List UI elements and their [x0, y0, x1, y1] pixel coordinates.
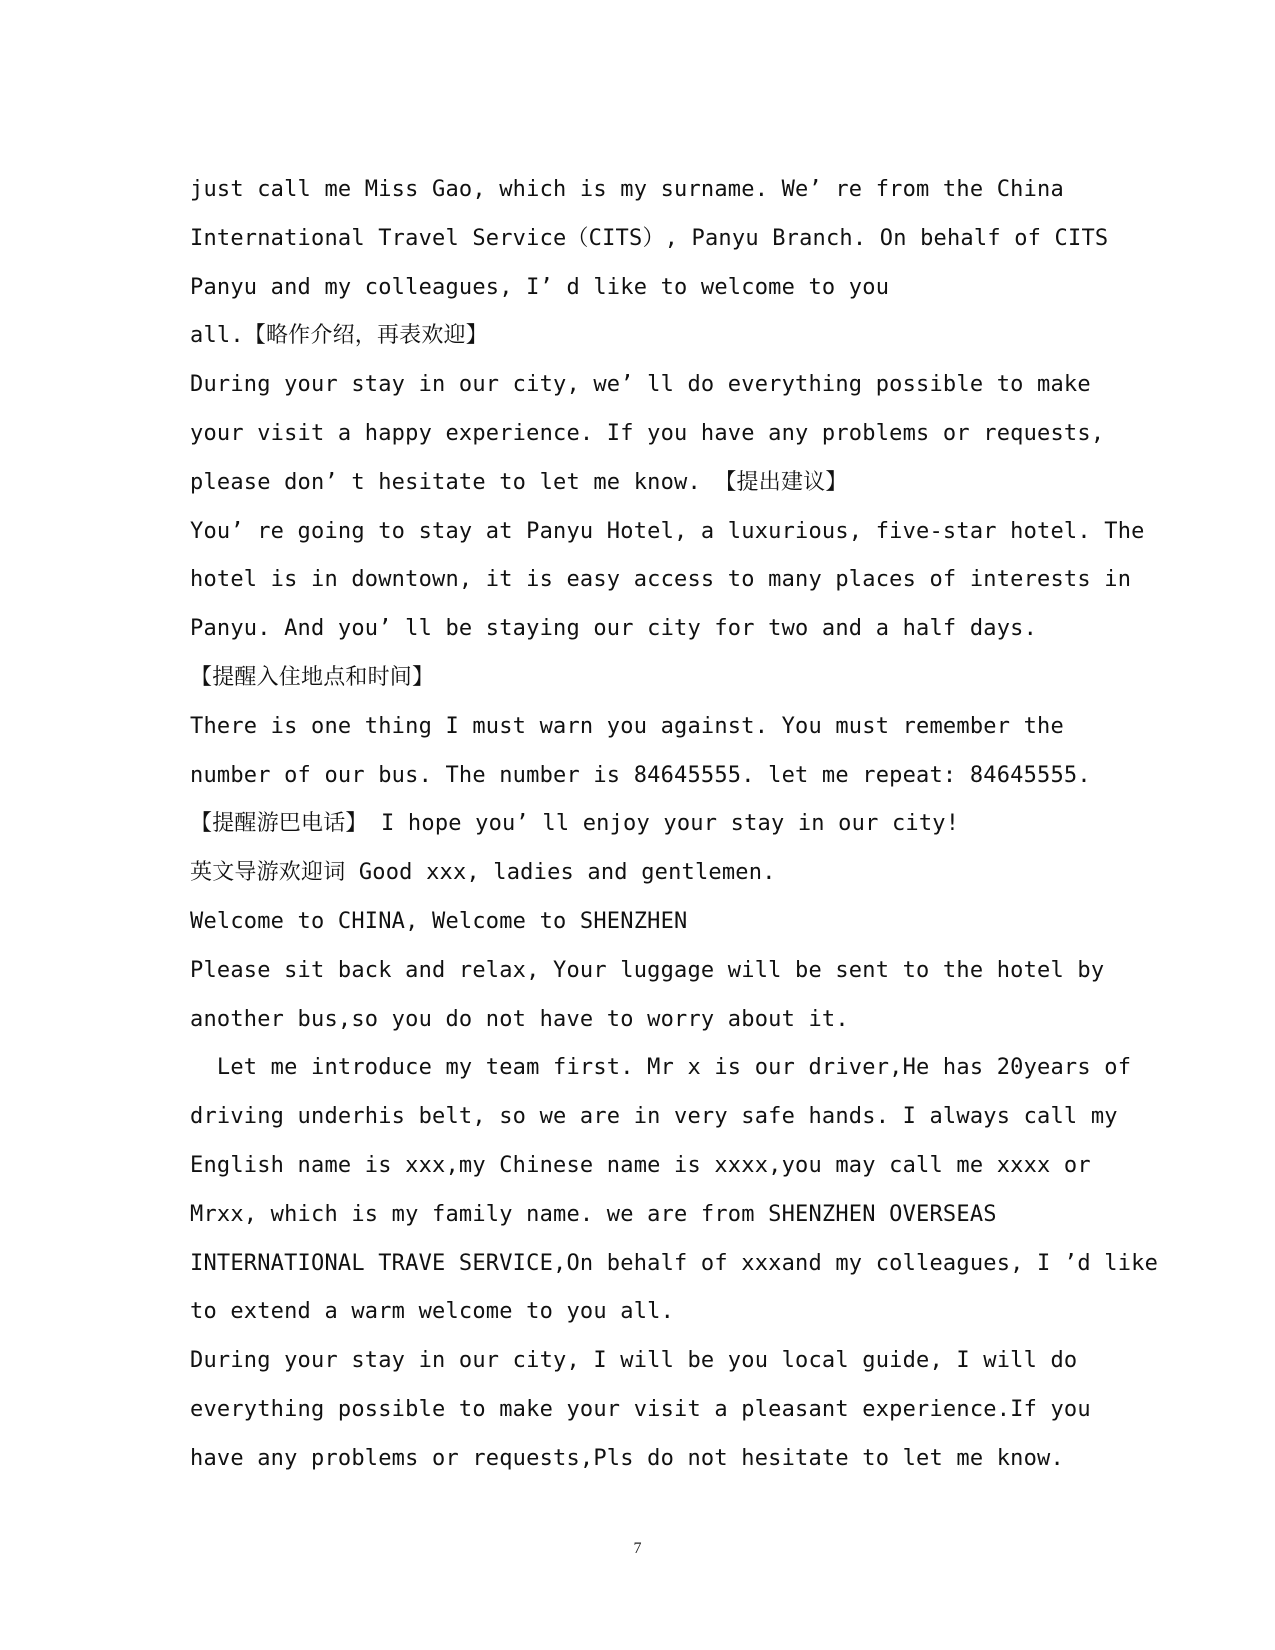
- text-line: There is one thing I must warn you against. You must remember the: [190, 713, 1064, 739]
- text-line: all.【略作介绍，再表欢迎】: [190, 323, 488, 349]
- text-line: International Travel Service（CITS）, Panyu Branch. On behalf of CITS: [190, 225, 1109, 251]
- text-line: 英文导游欢迎词 Good xxx, ladies and gentlemen.: [190, 860, 776, 886]
- text-line: Let me introduce my team first. Mr x is our driver,He has 20years of: [190, 1055, 1132, 1081]
- text-line: driving underhis belt, so we are in very safe hands. I always call my: [190, 1104, 1118, 1130]
- text-line: have any problems or requests,Pls do not hesitate to let me know.: [190, 1445, 1064, 1471]
- text-line: another bus,so you do not have to worry about it.: [190, 1006, 849, 1032]
- text-line: You’ re going to stay at Panyu Hotel, a luxurious, five-star hotel. The: [190, 518, 1145, 544]
- text-line: to extend a warm welcome to you all.: [190, 1299, 675, 1325]
- text-line: hotel is in downtown, it is easy access to many places of interests in: [190, 567, 1132, 593]
- text-line: Mrxx, which is my family name. we are from SHENZHEN OVERSEAS: [190, 1201, 997, 1227]
- text-line: Please sit back and relax, Your luggage will be sent to the hotel by: [190, 957, 1105, 983]
- text-line: everything possible to make your visit a pleasant experience.If you: [190, 1396, 1091, 1422]
- body-text: [190, 166, 1159, 1484]
- text-line: During your stay in our city, I will be you local guide, I will do: [190, 1348, 1078, 1374]
- text-line: INTERNATIONAL TRAVE SERVICE,On behalf of xxxand my colleagues, I ’d like: [190, 1250, 1159, 1276]
- text-line: 【提醒入住地点和时间】: [190, 664, 435, 690]
- text-line: your visit a happy experience. If you have any problems or requests,: [190, 420, 1105, 446]
- text-line: Welcome to CHINA, Welcome to SHENZHEN: [190, 908, 688, 934]
- text-line: just call me Miss Gao, which is my surname. We’ re from the China: [190, 177, 1064, 202]
- page-number: 7: [633, 1540, 642, 1557]
- text-line: number of our bus. The number is 84645555. let me repeat: 84645555.: [190, 762, 1091, 788]
- text-line: Panyu. And you’ ll be staying our city for two and a half days.: [190, 616, 1038, 642]
- text-line: please don’ t hesitate to let me know. 【提出建议】: [190, 469, 848, 495]
- text-line: 【提醒游巴电话】 I hope you’ ll enjoy your stay in our city!: [190, 811, 960, 837]
- text-line: During your stay in our city, we’ ll do everything possible to make: [190, 372, 1091, 398]
- text-line: English name is xxx,my Chinese name is xxxx,you may call me xxxx or: [190, 1152, 1091, 1178]
- text-line: Panyu and my colleagues, I’ d like to welcome to you: [190, 274, 890, 300]
